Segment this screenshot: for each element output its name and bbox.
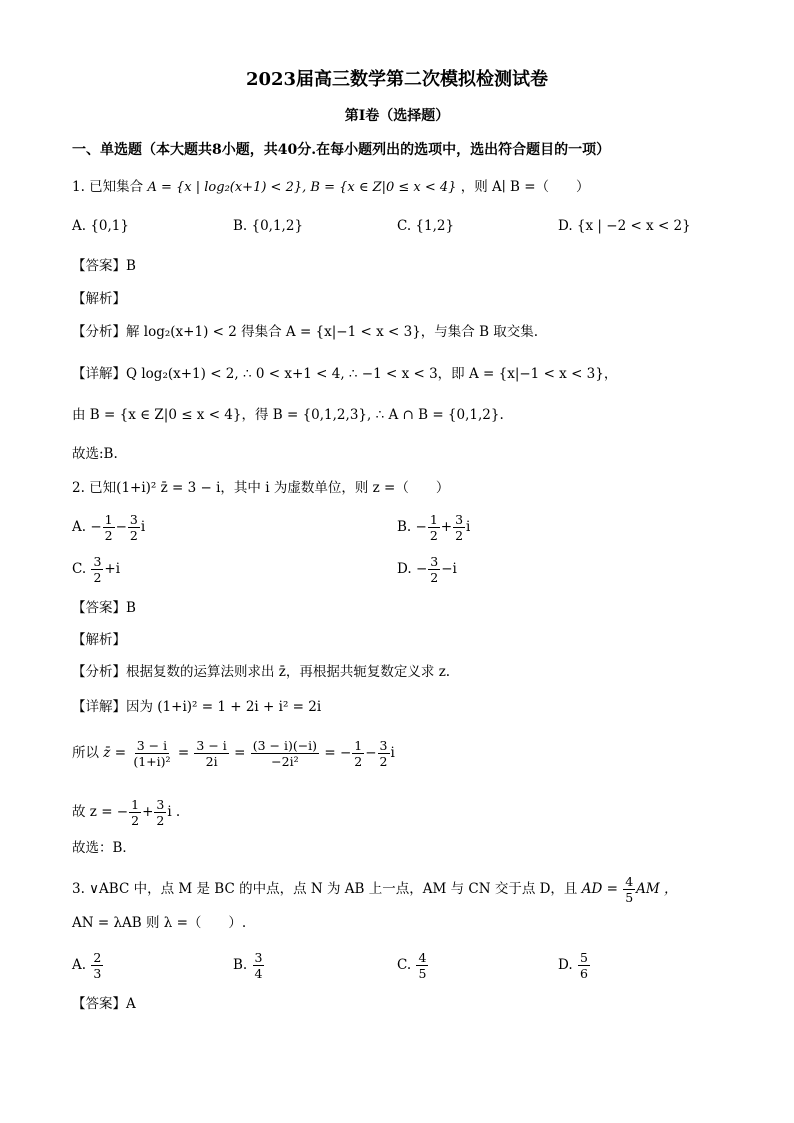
q2-fenxi: 【分析】根据复数的运算法则求出 z̄，再根据共轭复数定义求 z. — [72, 664, 451, 680]
q1-stem-suffix: ，则 A∣ B =（ ） — [460, 179, 590, 195]
section-heading: 一、单选题（本大题共8小题，共40分.在每小题列出的选项中，选出符合题目的一项） — [72, 142, 611, 158]
page-subtitle: 第Ⅰ卷（选择题） — [344, 108, 450, 124]
q2-option-c: C. $\frac{3}{2}$ +i — [72, 554, 121, 585]
question-2-stem: 2. 已知(1+i)² z̄ = 3 − i，其中 i 为虚数单位，则 z =（ ） — [72, 480, 450, 496]
question-3-stem: 3. ∨ABC 中，点 M 是 BC 的中点，点 N 为 AB 上一点，AM 与 CN 交于点 D，且 AD = $\frac{4}{5}$ AM ， — [72, 874, 678, 905]
q3-option-d: D. $\frac{5}{6}$ — [558, 950, 588, 981]
q2-conclusion: 故 z = − $\frac{1}{2}$ + $\frac{3}{2}$ i . — [72, 797, 181, 828]
q2-d-frac: $\frac{3}{2}$ — [430, 554, 439, 585]
q2-a-frac-1: $\frac{1}{2}$ — [104, 512, 113, 543]
q1-detail: 【详解】Q log₂(x+1) < 2, ∴ 0 < x+1 < 4, ∴ −1 < x < 3，即 A = {x|−1 < x < 3}， — [72, 366, 618, 382]
q1-option-d: D. {x | −2 < x < 2} — [558, 218, 691, 234]
q1-option-c: C. {1,2} — [397, 218, 455, 234]
q2-a-frac-2: $\frac{3}{2}$ — [129, 512, 138, 543]
q1-detail-2: 由 B = {x ∈ Z|0 ≤ x < 4}，得 B = {0,1,2,3}, ∴ A ∩ B = {0,1,2}. — [72, 407, 504, 423]
q2-b-frac-1: $\frac{1}{2}$ — [429, 512, 438, 543]
q2-answer: 【答案】B — [72, 600, 136, 616]
q2-choose: 故选：B． — [72, 840, 136, 856]
q2-c-frac: $\frac{3}{2}$ — [93, 554, 102, 585]
q1-option-b: B. {0,1,2} — [233, 218, 304, 234]
q2-analysis-label: 【解析】 — [72, 632, 126, 648]
q2-option-a: A. − $\frac{1}{2}$ − $\frac{3}{2}$ i — [72, 512, 146, 543]
q2-detail: 【详解】因为 (1+i)² = 1 + 2i + i² = 2i — [72, 699, 322, 715]
question-3-stem-2: AN = λAB 则 λ =（ ）. — [72, 915, 247, 931]
q1-option-a: A. {0,1} — [72, 218, 129, 234]
q1-fenxi: 【分析】解 log₂(x+1) < 2 得集合 A = {x|−1 < x < 3}，与集合 B 取交集. — [72, 324, 539, 340]
q3-option-a: A. $\frac{2}{3}$ — [72, 950, 102, 981]
q3-option-b: B. $\frac{3}{4}$ — [233, 950, 263, 981]
q1-answer: 【答案】B — [72, 258, 136, 274]
page-title: 2023届高三数学第二次模拟检测试卷 — [245, 69, 549, 90]
q2-b-frac-2: $\frac{3}{2}$ — [455, 512, 464, 543]
q1-choose: 故选:B. — [72, 446, 118, 462]
q3-option-c: C. $\frac{4}{5}$ — [397, 950, 427, 981]
question-1-stem — [72, 177, 590, 198]
q2-option-d: D. − $\frac{3}{2}$ −i — [397, 554, 457, 585]
q2-option-b: B. − $\frac{1}{2}$ + $\frac{3}{2}$ i — [397, 512, 471, 543]
q2-derivation: 所以 z̄ = $\frac{3 - i}{\text{(1+i)²}}$ = $\frac{3 - i}{2i}$ = $\frac{(3 - i)(-i)}{\text{−2i²}}$ = − $\frac{1}{2}$ − $\frac{3}{2}$ i — [72, 738, 395, 769]
q1-stem-math: A = {x | log₂(x+1) < 2}, B = {x ∈ Z|0 ≤ x < 4} — [147, 180, 457, 195]
q1-analysis-label: 【解析】 — [72, 291, 126, 307]
q3-answer: 【答案】A — [72, 996, 136, 1012]
q1-stem-prefix: 1. 已知集合 — [72, 179, 144, 195]
